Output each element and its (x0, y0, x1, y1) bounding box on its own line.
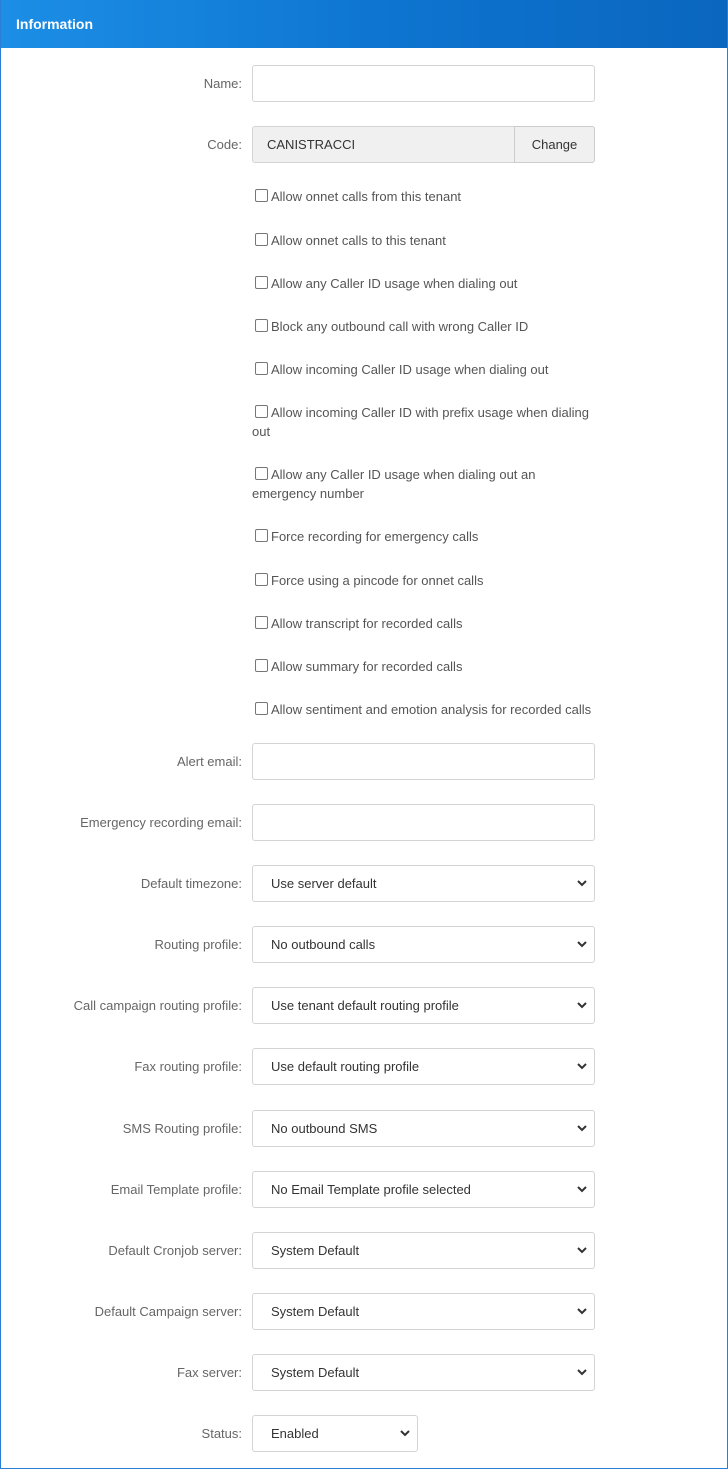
campaign-routing-row (1, 987, 728, 1024)
change-code-button[interactable]: Change (514, 126, 595, 163)
chevron-down-icon (576, 1060, 588, 1072)
checkbox-label: Allow sentiment and emotion analysis for recorded calls (271, 702, 592, 717)
campaign-routing-select[interactable] (252, 987, 595, 1024)
checkbox-item (252, 614, 597, 633)
sms-routing-label: SMS Routing profile: (122, 1121, 242, 1136)
chevron-down-icon (576, 1244, 588, 1256)
checkbox-label: Allow incoming Caller ID usage when dialing out (271, 362, 549, 377)
email-template-label: Email Template profile: (110, 1182, 242, 1197)
checkbox-item (252, 360, 597, 379)
checkbox-item (252, 527, 597, 546)
checkbox-icon[interactable] (255, 233, 268, 246)
status-label: Status: (201, 1426, 242, 1441)
code-row (1, 126, 728, 163)
fax-server-value: System Default (271, 1365, 360, 1380)
chevron-down-icon (399, 1427, 411, 1439)
email-template-select[interactable] (252, 1171, 595, 1208)
alert-email-input[interactable] (252, 743, 595, 780)
timezone-value: Use server default (271, 876, 377, 891)
code-field: CANISTRACCI (252, 126, 515, 163)
checkbox-label: Allow any Caller ID usage when dialing out (271, 276, 518, 291)
chevron-down-icon (576, 1122, 588, 1134)
panel-title: Information (1, 0, 727, 48)
cronjob-server-select[interactable] (252, 1232, 595, 1269)
checkbox-icon[interactable] (255, 276, 268, 289)
campaign-server-select[interactable] (252, 1293, 595, 1330)
checkbox-item (252, 231, 597, 250)
email-template-row (1, 1171, 728, 1208)
checkbox-label: Allow transcript for recorded calls (271, 616, 463, 631)
timezone-select[interactable] (252, 865, 595, 902)
chevron-down-icon (576, 1305, 588, 1317)
campaign-routing-value: Use tenant default routing profile (271, 998, 459, 1013)
routing-profile-label: Routing profile: (154, 937, 242, 952)
checkbox-icon[interactable] (255, 573, 268, 586)
checkbox-item (252, 571, 597, 590)
checkbox-label: Allow summary for recorded calls (271, 659, 463, 674)
checkbox-label: Allow onnet calls to this tenant (271, 233, 446, 248)
chevron-down-icon (576, 877, 588, 889)
checkbox-item (252, 317, 597, 336)
routing-profile-select[interactable] (252, 926, 595, 963)
checkbox-item (252, 187, 597, 206)
name-input[interactable] (252, 65, 595, 102)
fax-server-row (1, 1354, 728, 1391)
routing-profile-row (1, 926, 728, 963)
cronjob-server-value: System Default (271, 1243, 360, 1258)
chevron-down-icon (576, 1366, 588, 1378)
campaign-server-row (1, 1293, 728, 1330)
routing-profile-value: No outbound calls (271, 937, 376, 952)
alert-email-row (1, 743, 728, 780)
checkbox-icon[interactable] (255, 189, 268, 202)
campaign-server-value: System Default (271, 1304, 360, 1319)
checkbox-icon[interactable] (255, 702, 268, 715)
status-value: Enabled (271, 1426, 319, 1441)
checkbox-label: Allow incoming Caller ID with prefix usage when dialing out (252, 405, 589, 439)
sms-routing-row (1, 1110, 728, 1147)
sms-routing-value: No outbound SMS (271, 1121, 378, 1136)
checkbox-item (252, 657, 597, 676)
checkbox-item (252, 700, 602, 719)
email-template-value: No Email Template profile selected (271, 1182, 471, 1197)
checkbox-icon[interactable] (255, 529, 268, 542)
status-select[interactable] (252, 1415, 418, 1452)
fax-routing-value: Use default routing profile (271, 1059, 420, 1074)
timezone-label: Default timezone: (140, 876, 242, 891)
checkbox-icon[interactable] (255, 319, 268, 332)
sms-routing-select[interactable] (252, 1110, 595, 1147)
alert-email-label: Alert email: (176, 754, 242, 769)
fax-routing-select[interactable] (252, 1048, 595, 1085)
campaign-server-label: Default Campaign server: (94, 1304, 242, 1319)
chevron-down-icon (576, 938, 588, 950)
checkbox-icon[interactable] (255, 405, 268, 418)
checkbox-item (252, 403, 597, 441)
checkbox-label: Force recording for emergency calls (271, 529, 479, 544)
checkbox-label: Force using a pincode for onnet calls (271, 573, 484, 588)
checkbox-icon[interactable] (255, 467, 268, 480)
fax-routing-label: Fax routing profile: (134, 1059, 242, 1074)
fax-routing-row (1, 1048, 728, 1085)
chevron-down-icon (576, 999, 588, 1011)
checkbox-icon[interactable] (255, 616, 268, 629)
name-row (1, 65, 728, 102)
checkbox-label: Allow onnet calls from this tenant (271, 189, 462, 204)
checkbox-icon[interactable] (255, 362, 268, 375)
emergency-email-input[interactable] (252, 804, 595, 841)
checkbox-item (252, 274, 597, 293)
campaign-routing-label: Call campaign routing profile: (73, 998, 242, 1013)
cronjob-server-label: Default Cronjob server: (108, 1243, 242, 1258)
emergency-email-row (1, 804, 728, 841)
name-label: Name: (203, 76, 242, 91)
checkbox-item (252, 465, 597, 503)
chevron-down-icon (576, 1183, 588, 1195)
checkbox-label: Block any outbound call with wrong Caller ID (271, 319, 529, 334)
cronjob-server-row (1, 1232, 728, 1269)
code-label: Code: (207, 137, 242, 152)
timezone-row (1, 865, 728, 902)
fax-server-label: Fax server: (176, 1365, 242, 1380)
emergency-email-label: Emergency recording email: (80, 815, 242, 830)
fax-server-select[interactable] (252, 1354, 595, 1391)
checkbox-label: Allow any Caller ID usage when dialing out an emergency number (252, 467, 536, 501)
status-row (1, 1415, 728, 1452)
checkbox-icon[interactable] (255, 659, 268, 672)
